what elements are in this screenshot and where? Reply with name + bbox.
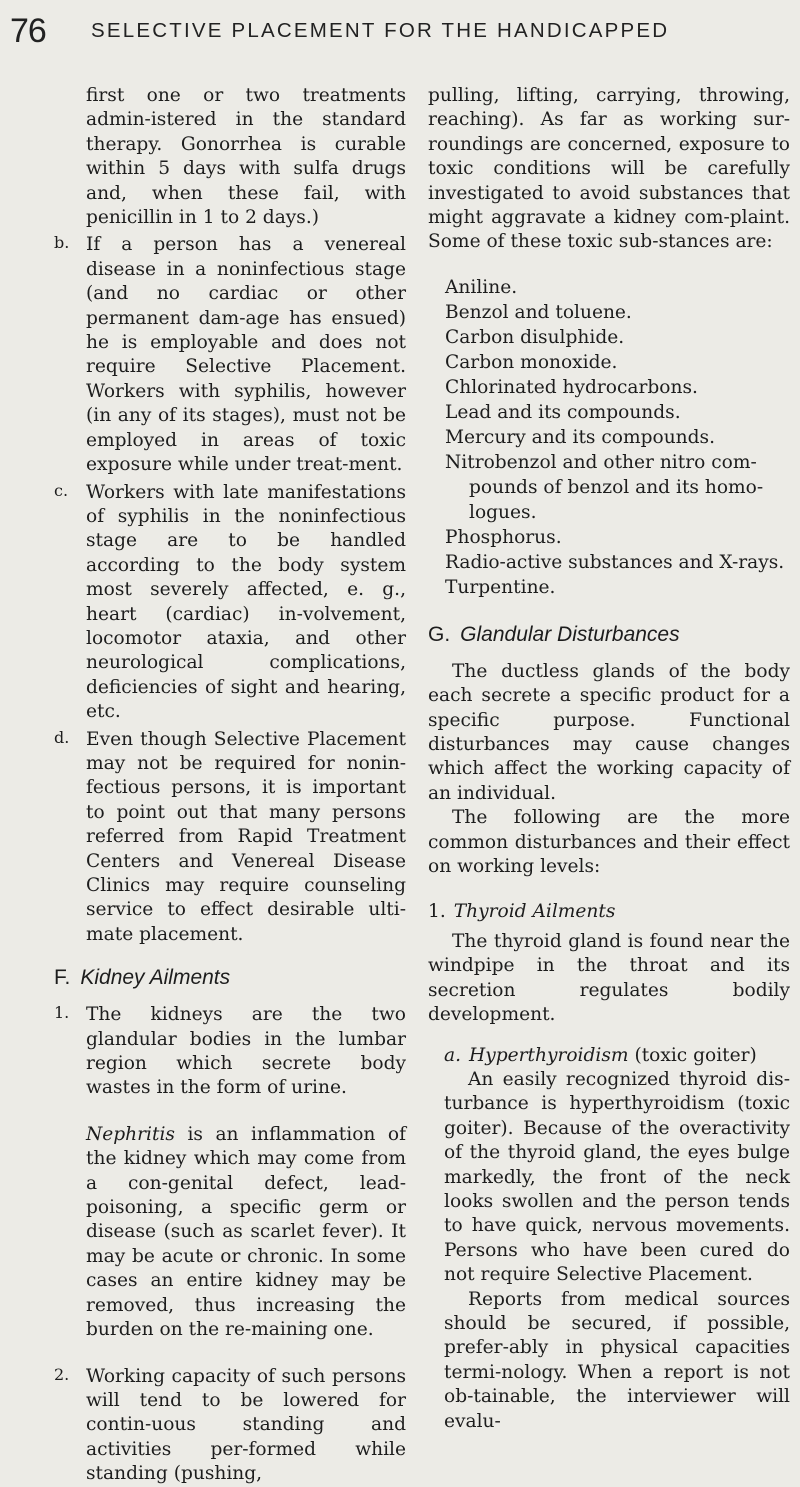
toxic-substances-list <box>428 275 790 600</box>
list-item: Carbon monoxide. <box>445 351 618 373</box>
nephritis-text: is an inflammation of the kidney which may come from a con-genital defect, lead-poisoning, a specific germ or disease (such as scarlet fever). It may be acute or chronic. In some cases an entire kidney may be removed, thus increasing the burden on the re-maining one. <box>86 1123 406 1341</box>
item-marker: 1. <box>54 1003 70 1023</box>
heading-text: Thyroid Ailments <box>453 900 616 922</box>
list-item-d <box>54 728 406 948</box>
list-item: Chlorinated hydrocarbons. <box>445 376 698 398</box>
right-continuation: pulling, lifting, carrying, throwing, reaching). As far as working sur-roundings are concerned, exposure to toxic conditions will be carefully investigated to avoid substances that might aggravate a kidney com-plaint. Some of these toxic sub-stances are: <box>428 85 790 253</box>
sub-paren: (toxic goiter) <box>634 1044 757 1066</box>
list-item-b <box>54 233 406 477</box>
list-item: Nitrobenzol and other nitro com-pounds of benzol and its homo-logues. <box>445 451 764 523</box>
section-g-heading <box>428 622 790 648</box>
list-item: Mercury and its compounds. <box>445 426 716 448</box>
section-f-heading <box>54 965 406 991</box>
hyperthyroidism-heading <box>428 1044 790 1068</box>
list-item: Carbon disulphide. <box>445 326 625 348</box>
item-marker: c. <box>54 480 69 500</box>
section-letter: F. <box>54 966 71 990</box>
list-item: Phosphorus. <box>445 526 562 548</box>
section-letter: G. <box>428 622 451 646</box>
item-text: Working capacity of such persons will tend to be lowered for contin-uous standing and activities per-formed while standing (pushing, <box>86 1365 406 1485</box>
running-title: SELECTIVE PLACEMENT FOR THE HANDICAPPED <box>91 19 670 42</box>
heading-marker: 1. <box>428 900 446 922</box>
hyperthyroidism-paragraph: An easily recognized thyroid dis-turbance is hyperthyroidism (toxic goiter). Because of the overactivity of the thyroid gland, the eyes bulge markedly, the front of the neck looks swollen and the person tends to have quick, nervous movements. Persons who have been cured do not require Selective Placement. <box>444 1068 790 1286</box>
left-column <box>54 84 406 1487</box>
disturbances-paragraph: The following are the more common disturbances and their effect on working levels: <box>428 807 790 878</box>
list-item: Lead and its compounds. <box>445 401 681 423</box>
section-title: Glandular Disturbances <box>460 622 680 646</box>
list-item: Turpentine. <box>445 576 556 598</box>
nephritis-paragraph <box>54 1123 406 1343</box>
thyroid-heading <box>428 900 790 924</box>
glands-paragraph: The ductless glands of the body each secrete a specific product for a specific purpose. Functional disturbances may cause changes which affect the working capacity of an individual. <box>428 660 790 804</box>
section-title: Kidney Ailments <box>80 966 231 990</box>
page-number: 76 <box>10 12 46 50</box>
thyroid-paragraph: The thyroid gland is found near the windpipe in the throat and its secretion regulates bodily development. <box>428 930 790 1026</box>
sub-marker: a. <box>444 1044 461 1066</box>
list-item: Radio-active substances and X-rays. <box>445 551 785 573</box>
item-text: Workers with late manifestations of syphilis in the noninfectious stage are to be handled according to the body system most severely affected, e. g., heart (cardiac) in-volvement, locomotor ataxia, and other neurological complications, deficiencies of sight and hearing, etc. <box>86 481 406 723</box>
kidney-point-1 <box>54 1003 406 1101</box>
item-marker: 2. <box>54 1364 70 1384</box>
right-column <box>428 84 790 1434</box>
kidney-point-2 <box>54 1365 406 1487</box>
reports-paragraph: Reports from medical sources should be secured, if possible, prefer-ably in physical capacities termi-nology. When a report is not ob-tainable, the interviewer will evalu- <box>444 1288 790 1432</box>
list-item: Benzol and toluene. <box>445 301 632 323</box>
nephritis-term: Nephritis <box>86 1123 175 1145</box>
item-marker: d. <box>54 727 70 747</box>
sub-term: Hyperthyroidism <box>469 1044 629 1066</box>
item-text: If a person has a venereal disease in a noninfectious stage (and no cardiac or other permanent dam-age has ensued) he is employable and does not require Selective Placement. Workers with syphilis, however (in any of its stages), must not be employed in areas of toxic exposure while under treat-ment. <box>86 234 406 476</box>
item-marker: b. <box>54 233 70 253</box>
item-text: The kidneys are the two glandular bodies in the lumbar region which secrete body wastes in the form of urine. <box>86 1004 406 1099</box>
intro-continuation: first one or two treatments admin-istered in the standard therapy. Gonorrhea is curable within 5 days with sulfa drugs and, when these fail, with penicillin in 1 to 2 days.) <box>86 85 406 229</box>
item-text: Even though Selective Placement may not be required for nonin-fectious persons, it is important to point out that many persons referred from Rapid Treatment Centers and Venereal Disease Clinics may require counseling service to effect desirable ulti-mate placement. <box>86 728 406 945</box>
list-item-c <box>54 481 406 725</box>
list-item: Aniline. <box>445 276 518 298</box>
